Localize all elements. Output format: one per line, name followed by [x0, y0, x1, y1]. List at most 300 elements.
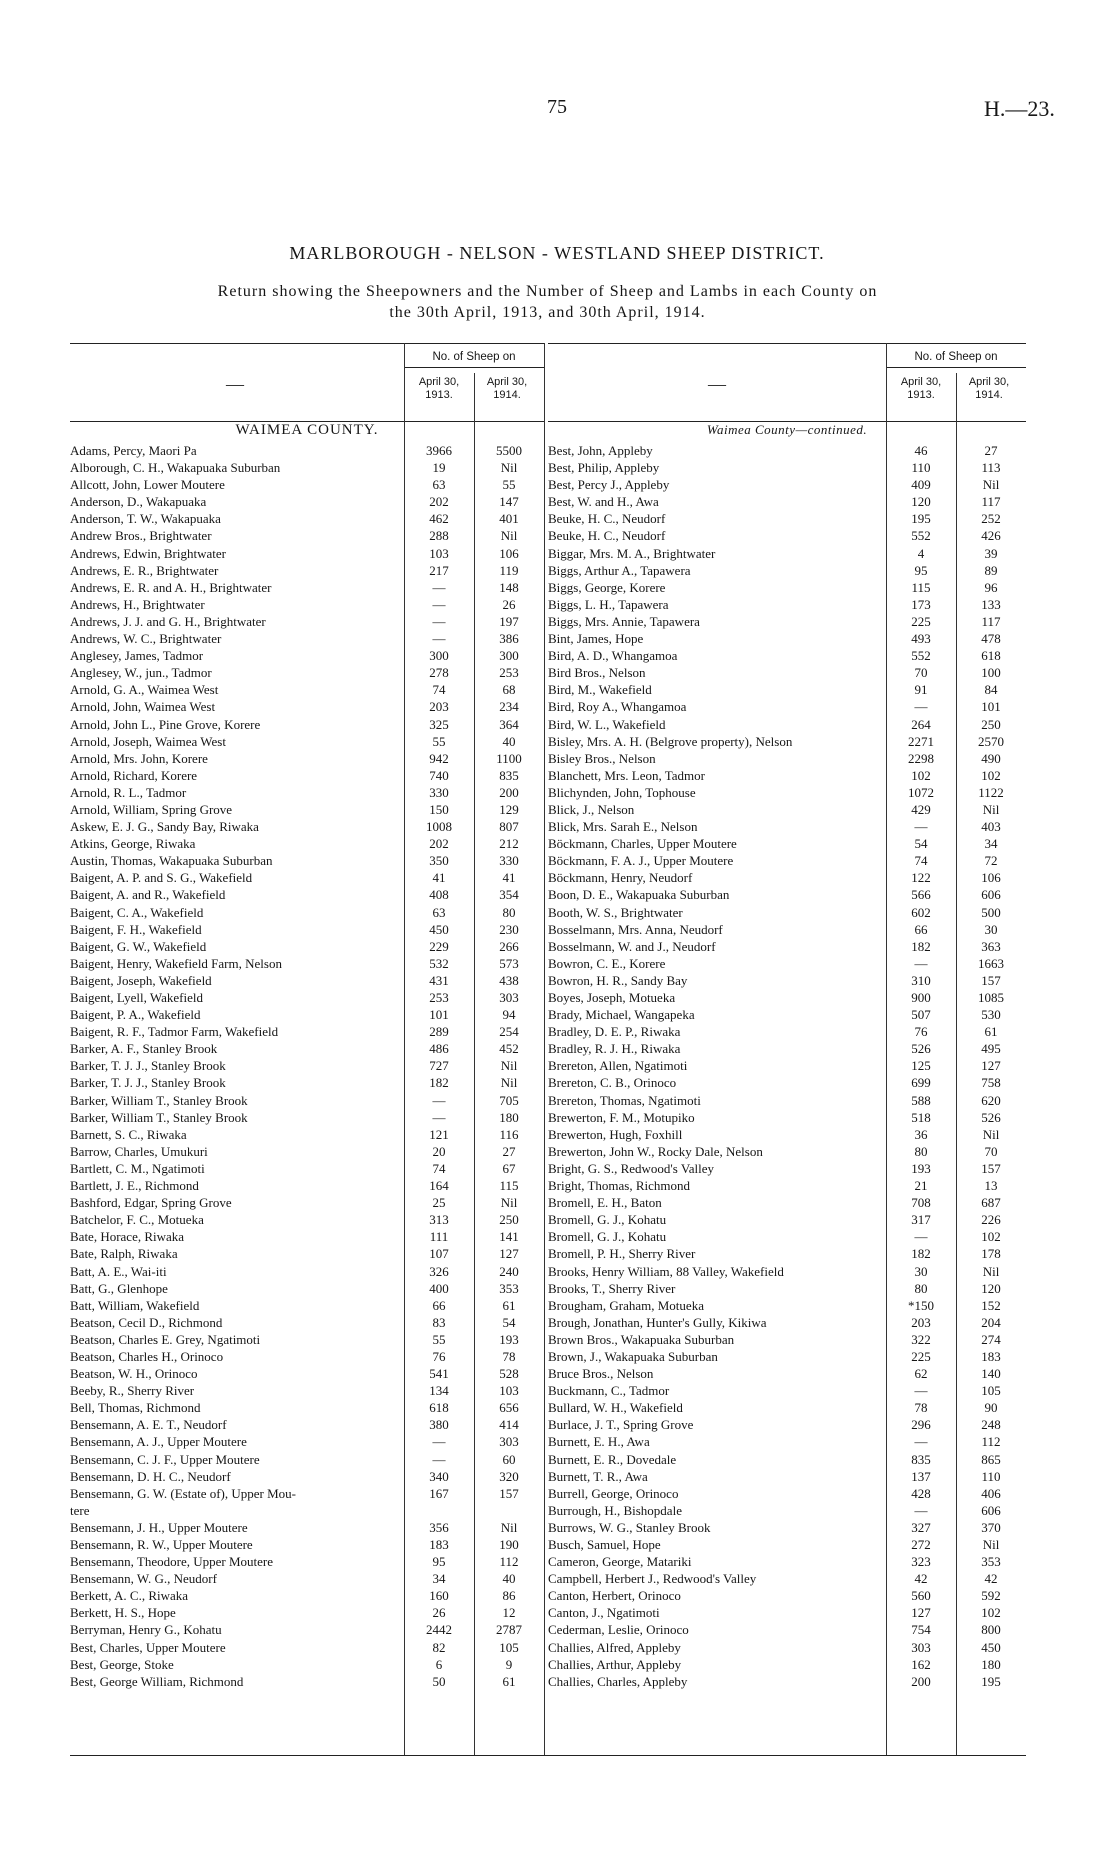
owner-name: Best, John, Appleby: [548, 443, 653, 458]
table-row: [70, 545, 544, 562]
owner-name: Burrell, George, Orinoco: [548, 1485, 679, 1501]
sheep-1913: 200: [911, 1673, 931, 1689]
table-row: [548, 1553, 1026, 1570]
sheep-1913: 120: [911, 494, 931, 510]
table-row: [548, 835, 1026, 852]
district-title: MARLBOROUGH - NELSON - WESTLAND SHEEP DISTRICT.: [289, 243, 825, 263]
table-row: [548, 698, 1026, 715]
owner-name: Bird, A. D., Whangamoa: [548, 648, 678, 664]
sheep-1913: 183: [429, 1537, 449, 1552]
sheep-1914: 178: [981, 1246, 1001, 1262]
sheep-1913: 195: [911, 511, 931, 527]
owner-name: Barker, William T., Stanley Brook: [70, 1109, 248, 1125]
sheep-1914: 705: [499, 1092, 519, 1108]
owner-name: Booth, W. S., Brightwater: [548, 904, 683, 920]
sheep-1913: 173: [911, 596, 931, 612]
owner-name: Campbell, Herbert J., Redwood's Valley: [548, 1571, 757, 1587]
sheep-1914: 147: [499, 494, 519, 510]
sheep-1913: *150: [908, 1297, 934, 1313]
sheep-1914: 100: [981, 665, 1001, 681]
sheep-1913: 122: [911, 870, 931, 886]
owner-name: Burnett, E. H., Awa: [548, 1434, 650, 1450]
left-name-header: —: [226, 374, 244, 394]
sheep-1914: 528: [499, 1366, 519, 1382]
table-row: [548, 1177, 1026, 1194]
table-row: [70, 784, 544, 801]
sheep-1913: —: [432, 613, 446, 629]
sheep-1914: 573: [499, 955, 519, 971]
table-row: [548, 1280, 1026, 1297]
table-row: [548, 1314, 1026, 1331]
sheep-1913: 560: [911, 1588, 931, 1604]
sheep-1914: Nil: [500, 528, 518, 544]
owner-name: Berkett, H. S., Hope: [70, 1605, 176, 1621]
sheep-1913: 264: [911, 716, 931, 732]
table-row: [548, 1228, 1026, 1245]
owner-name: Boon, D. E., Wakapuaka Suburban: [548, 887, 730, 903]
table-row: [70, 767, 544, 784]
table-row: [548, 1621, 1026, 1638]
table-row: [548, 493, 1026, 510]
table-row: [70, 1451, 544, 1468]
sheep-1914: 112: [499, 1554, 519, 1570]
left-column-block: [70, 343, 544, 1690]
owner-name: Barrow, Charles, Umukuri: [70, 1143, 208, 1159]
left-1914-header: April 30, 1914.: [486, 376, 528, 401]
sheep-1913: 19: [432, 460, 446, 476]
sheep-1913: 91: [914, 682, 928, 698]
table-row: [70, 835, 544, 852]
table-row: [548, 1023, 1026, 1040]
table-row: [548, 818, 1026, 835]
sheep-1913: 552: [911, 528, 931, 544]
sheep-1913: —: [432, 1109, 446, 1125]
owner-name: Baigent, A. and R., Wakefield: [70, 887, 226, 903]
table-row: [548, 1673, 1026, 1690]
table-row: [70, 938, 544, 955]
owner-name: Bensemann, D. H. C., Neudorf: [70, 1468, 231, 1484]
owner-name: Bird Bros., Nelson: [548, 665, 646, 681]
table-row: [548, 750, 1026, 767]
sheep-1913: 95: [432, 1554, 446, 1570]
table-row: [548, 733, 1026, 750]
sheep-1913: 326: [429, 1263, 449, 1279]
owner-name: Anderson, D., Wakapuaka: [70, 494, 207, 510]
owner-name: Biggs, Arthur A., Tapawera: [548, 562, 691, 578]
owner-name: Barker, T. J. J., Stanley Brook: [70, 1075, 226, 1091]
sheep-1913: 2271: [908, 733, 934, 749]
sheep-1913: 3966: [426, 443, 452, 458]
owner-name: Bright, G. S., Redwood's Valley: [548, 1160, 715, 1176]
sheep-1914: 364: [499, 716, 519, 732]
owner-name: Brewerton, F. M., Motupiko: [548, 1109, 695, 1125]
table-row: [70, 1502, 544, 1519]
owner-name: Böckmann, F. A. J., Upper Moutere: [548, 853, 734, 869]
sheep-1913: 182: [429, 1075, 449, 1091]
sheepowners-table: [70, 343, 1026, 1756]
table-row: [70, 972, 544, 989]
table-row: [70, 1433, 544, 1450]
sheep-1913: 708: [911, 1195, 931, 1211]
owner-name: Bird, W. L., Wakefield: [548, 716, 666, 732]
sheep-1914: 40: [502, 733, 516, 749]
owner-name: Arnold, John, Waimea West: [70, 699, 216, 715]
sheep-1913: 26: [432, 1605, 446, 1621]
sheep-1914: Nil: [500, 1058, 518, 1074]
sheep-1913: 115: [911, 579, 931, 595]
sheep-1914: 526: [981, 1109, 1001, 1125]
sheep-1914: 370: [981, 1519, 1001, 1535]
owner-name: Brooks, T., Sherry River: [548, 1280, 676, 1296]
sheep-1913: 55: [432, 733, 446, 749]
right-section-heading: Waimea County—continued.: [706, 422, 868, 437]
sheep-1913: 532: [429, 955, 449, 971]
sheep-1913: 101: [429, 1007, 449, 1023]
owner-name: Bensemann, A. J., Upper Moutere: [70, 1434, 247, 1450]
table-row: [548, 1433, 1026, 1450]
sheep-1913: 83: [432, 1314, 446, 1330]
sheep-1913: 1072: [908, 784, 934, 800]
sheep-1914: 61: [502, 1673, 516, 1689]
sheep-1914: 656: [499, 1400, 519, 1416]
owner-name: Burlace, J. T., Spring Grove: [548, 1417, 694, 1433]
table-row: [70, 921, 544, 938]
table-row: [548, 955, 1026, 972]
sheep-1913: 25: [432, 1195, 446, 1211]
owner-name: Alborough, C. H., Wakapuaka Suburban: [70, 460, 281, 476]
table-row: [70, 613, 544, 630]
sheep-1913: 217: [429, 562, 449, 578]
sheep-1914: 2787: [496, 1622, 522, 1638]
owner-name: Batt, A. E., Wai-iti: [70, 1263, 167, 1279]
table-row: [70, 1211, 544, 1228]
sheep-1913: 182: [911, 1246, 931, 1262]
sheep-1914: 195: [981, 1673, 1001, 1689]
owner-name: Biggs, George, Korere: [548, 579, 666, 595]
table-row: [70, 1656, 544, 1673]
owner-name: Brewerton, Hugh, Foxhill: [548, 1126, 683, 1142]
sheep-1913: 313: [429, 1212, 449, 1228]
sheep-1913: 21: [914, 1178, 928, 1194]
sheep-1914: 274: [981, 1331, 1001, 1347]
sheep-1914: 403: [981, 819, 1001, 835]
table-row: [70, 664, 544, 681]
table-row: [548, 1348, 1026, 1365]
sheep-1913: 164: [429, 1178, 449, 1194]
sheep-1914: 450: [981, 1639, 1001, 1655]
table-row: [70, 1382, 544, 1399]
sheep-1914: 127: [499, 1246, 519, 1262]
owner-name: Bate, Ralph, Riwaka: [70, 1246, 178, 1262]
sheep-1914: 102: [981, 767, 1001, 783]
sheep-1914: [474, 1502, 544, 1519]
table-row: [548, 1570, 1026, 1587]
table-row: [548, 886, 1026, 903]
sheep-1914: 183: [981, 1348, 1001, 1364]
right-table-header: [548, 343, 1026, 422]
sheep-1913: 2298: [908, 750, 934, 766]
sheep-1914: 254: [499, 1024, 519, 1040]
sheep-1914: 72: [984, 853, 998, 869]
sheep-1913: 493: [911, 631, 931, 647]
sheep-1913: 566: [911, 887, 931, 903]
table-row: [70, 955, 544, 972]
table-row: [70, 1519, 544, 1536]
sheep-1914: 27: [502, 1143, 516, 1159]
table-row: [548, 1604, 1026, 1621]
sheep-1913: —: [432, 1092, 446, 1108]
table-row: [548, 1245, 1026, 1262]
table-bottom-rule: [70, 1755, 1026, 1756]
owner-name: Best, Charles, Upper Moutere: [70, 1639, 226, 1655]
table-row: [70, 733, 544, 750]
sheep-1914: 320: [499, 1468, 519, 1484]
owner-name: Best, Philip, Appleby: [548, 460, 660, 476]
owner-name: Blick, Mrs. Sarah E., Nelson: [548, 819, 698, 835]
sheep-1913: 323: [911, 1554, 931, 1570]
sheep-1914: 1663: [978, 955, 1004, 971]
sheep-1914: 101: [981, 699, 1001, 715]
owner-name: Beatson, Charles H., Orinoco: [70, 1348, 224, 1364]
sheep-1914: 865: [981, 1451, 1001, 1467]
table-row: [548, 1399, 1026, 1416]
table-row: [70, 459, 544, 476]
sheep-1914: 102: [981, 1229, 1001, 1245]
owner-name: Brooks, Henry William, 88 Valley, Wakefield: [548, 1263, 784, 1279]
owner-name: Andrews, W. C., Brightwater: [70, 631, 222, 647]
left-no-of-sheep-header: No. of Sheep on: [404, 351, 544, 368]
owner-name: Adams, Percy, Maori Pa: [70, 443, 197, 458]
sheep-1913: 78: [914, 1400, 928, 1416]
owner-name: Anderson, T. W., Wakapuaka: [70, 511, 221, 527]
sheep-1914: 116: [499, 1126, 519, 1142]
table-row: [548, 1211, 1026, 1228]
table-row: [548, 784, 1026, 801]
sheep-1913: 322: [911, 1331, 931, 1347]
owner-name: Bell, Thomas, Richmond: [70, 1400, 201, 1416]
table-row: [70, 1604, 544, 1621]
table-row: [70, 1126, 544, 1143]
table-row: [70, 1587, 544, 1604]
table-row: [548, 562, 1026, 579]
left-table-header: [70, 343, 544, 422]
table-row: [548, 972, 1026, 989]
owner-name: Beatson, Cecil D., Richmond: [70, 1314, 223, 1330]
sheep-1914: 212: [499, 836, 519, 852]
sheep-1914: 200: [499, 784, 519, 800]
sheep-1913: 74: [432, 1160, 446, 1176]
sheep-1914: 34: [984, 836, 998, 852]
table-row: [70, 1280, 544, 1297]
owner-name: Beuke, H. C., Neudorf: [548, 511, 666, 527]
sheep-1914: 495: [981, 1041, 1001, 1057]
right-divider-2: [956, 373, 957, 1756]
sheep-1914: 106: [499, 545, 519, 561]
owner-name: Arnold, Mrs. John, Korere: [70, 750, 208, 766]
owner-name: Bisley Bros., Nelson: [548, 750, 656, 766]
sheep-1913: 225: [911, 1348, 931, 1364]
sheep-1913: 588: [911, 1092, 931, 1108]
sheep-1913: 526: [911, 1041, 931, 1057]
table-row: [70, 1348, 544, 1365]
sheep-1914: 133: [981, 596, 1001, 612]
sheep-1913: 36: [914, 1126, 928, 1142]
sheep-1914: 113: [981, 460, 1001, 476]
owner-name: Barker, T. J. J., Stanley Brook: [70, 1058, 226, 1074]
sheep-1914: 102: [981, 1605, 1001, 1621]
sheep-1914: Nil: [982, 1537, 1000, 1552]
sheep-1913: —: [914, 955, 928, 971]
table-row: [548, 801, 1026, 818]
table-row: [548, 545, 1026, 562]
sheep-1913: 699: [911, 1075, 931, 1091]
sheep-1914: 86: [502, 1588, 516, 1604]
sheep-1913: 727: [429, 1058, 449, 1074]
sheep-1914: 40: [502, 1571, 516, 1587]
table-row: [70, 1074, 544, 1091]
sheep-1914: 105: [499, 1639, 519, 1655]
sheep-1914: 800: [981, 1622, 1001, 1638]
sheep-1914: 620: [981, 1092, 1001, 1108]
right-divider-1: [886, 343, 887, 1756]
sheep-1913: 54: [914, 836, 928, 852]
owner-name: Baigent, P. A., Wakefield: [70, 1007, 201, 1023]
owner-name: Bowron, C. E., Korere: [548, 955, 666, 971]
sheep-1913: 278: [429, 665, 449, 681]
table-row: [548, 1194, 1026, 1211]
sheep-1914: 300: [499, 648, 519, 664]
sheep-1913: 137: [911, 1468, 931, 1484]
sheep-1914: 248: [981, 1417, 1001, 1433]
sheep-1914: 414: [499, 1417, 519, 1433]
table-row: [548, 1639, 1026, 1656]
table-row: [548, 1382, 1026, 1399]
table-row: [548, 442, 1026, 459]
sheep-1914: 180: [981, 1656, 1001, 1672]
sheep-1913: 272: [911, 1537, 931, 1552]
sheep-1914: 9: [505, 1656, 513, 1672]
owner-name: Bright, Thomas, Richmond: [548, 1178, 691, 1194]
sheep-1914: 363: [981, 938, 1001, 954]
owner-name: Cameron, George, Matariki: [548, 1554, 692, 1570]
sheep-1913: 103: [429, 545, 449, 561]
sheep-1914: 353: [499, 1280, 519, 1296]
owner-name: Brereton, Allen, Ngatimoti: [548, 1058, 688, 1074]
sheep-1913: 942: [429, 750, 449, 766]
table-row: [548, 527, 1026, 544]
sheep-1913: 74: [432, 682, 446, 698]
right-rows: [548, 442, 1026, 1690]
table-row: [70, 750, 544, 767]
table-row: [70, 1263, 544, 1280]
sheep-1914: 68: [502, 682, 516, 698]
sheep-1913: 317: [911, 1212, 931, 1228]
sheep-1913: 50: [432, 1673, 446, 1689]
sheep-1914: 13: [984, 1178, 998, 1194]
sheep-1914: 12: [502, 1605, 516, 1621]
sheep-1913: —: [914, 1383, 928, 1399]
sheep-1914: 90: [984, 1400, 998, 1416]
sheep-1914: 152: [981, 1297, 1001, 1313]
owner-name: Bashford, Edgar, Spring Grove: [70, 1195, 232, 1211]
sheep-1913: 82: [432, 1639, 446, 1655]
left-rows: [70, 442, 544, 1690]
sheep-1914: 438: [499, 972, 519, 988]
table-row: [548, 1451, 1026, 1468]
owner-name: Baigent, Henry, Wakefield Farm, Nelson: [70, 955, 282, 971]
sheep-1914: Nil: [500, 460, 518, 476]
sheep-1913: 202: [429, 836, 449, 852]
sheep-1914: 204: [981, 1314, 1001, 1330]
sheep-1913: 428: [911, 1485, 931, 1501]
table-row: [548, 664, 1026, 681]
sheep-1914: 61: [502, 1297, 516, 1313]
table-row: [70, 1416, 544, 1433]
owner-name: Bradley, R. J. H., Riwaka: [548, 1041, 681, 1057]
document-reference: H.—23.: [984, 96, 1055, 121]
table-row: [70, 1621, 544, 1638]
sheep-1914: 618: [981, 648, 1001, 664]
sheep-1914: 127: [981, 1058, 1001, 1074]
table-row: [548, 1006, 1026, 1023]
sheep-1913: 431: [429, 972, 449, 988]
owner-name: Blichynden, John, Tophouse: [548, 784, 696, 800]
table-row: [548, 938, 1026, 955]
owner-name: Bartlett, J. E., Richmond: [70, 1178, 199, 1194]
sheep-1913: 2442: [426, 1622, 452, 1638]
table-row: [70, 904, 544, 921]
owner-name: Böckmann, Charles, Upper Moutere: [548, 836, 737, 852]
sheep-1914: 500: [981, 904, 1001, 920]
table-row: [548, 1040, 1026, 1057]
owner-name: Baigent, Joseph, Wakefield: [70, 972, 212, 988]
owner-name: Cederman, Leslie, Orinoco: [548, 1622, 689, 1638]
table-row: [548, 1057, 1026, 1074]
sheep-1914: 230: [499, 921, 519, 937]
owner-name: Bird, M., Wakefield: [548, 682, 652, 698]
sheep-1913: 63: [432, 904, 446, 920]
left-divider-2: [474, 373, 475, 1756]
left-divider-3: [544, 343, 545, 1756]
sheep-1913: —: [432, 579, 446, 595]
owner-name: Atkins, George, Riwaka: [70, 836, 196, 852]
sheep-1914: 807: [499, 819, 519, 835]
table-row: [70, 716, 544, 733]
table-row: [70, 630, 544, 647]
sheep-1913: —: [432, 596, 446, 612]
sheep-1913: 835: [911, 1451, 931, 1467]
owner-name: Anglesey, W., jun., Tadmor: [70, 665, 212, 681]
owner-name: Batt, G., Glenhope: [70, 1280, 168, 1296]
sheep-1913: 486: [429, 1041, 449, 1057]
sheep-1913: 62: [914, 1366, 928, 1382]
table-row: [70, 1365, 544, 1382]
sheep-1913: 340: [429, 1468, 449, 1484]
sheep-1914: 117: [981, 613, 1001, 629]
owner-name: Bullard, W. H., Wakefield: [548, 1400, 683, 1416]
sheep-1913: 740: [429, 767, 449, 783]
owner-name: Barnett, S. C., Riwaka: [70, 1126, 187, 1142]
sheep-1914: 452: [499, 1041, 519, 1057]
sheep-1913: 55: [432, 1331, 446, 1347]
owner-name: Burnett, T. R., Awa: [548, 1468, 648, 1484]
owner-name: Bird, Roy A., Whangamoa: [548, 699, 687, 715]
sheep-1913: 76: [432, 1348, 446, 1364]
table-row: [70, 1228, 544, 1245]
table-row: [548, 613, 1026, 630]
sheep-1913: 409: [911, 477, 931, 493]
sheep-1914: Nil: [982, 1263, 1000, 1279]
